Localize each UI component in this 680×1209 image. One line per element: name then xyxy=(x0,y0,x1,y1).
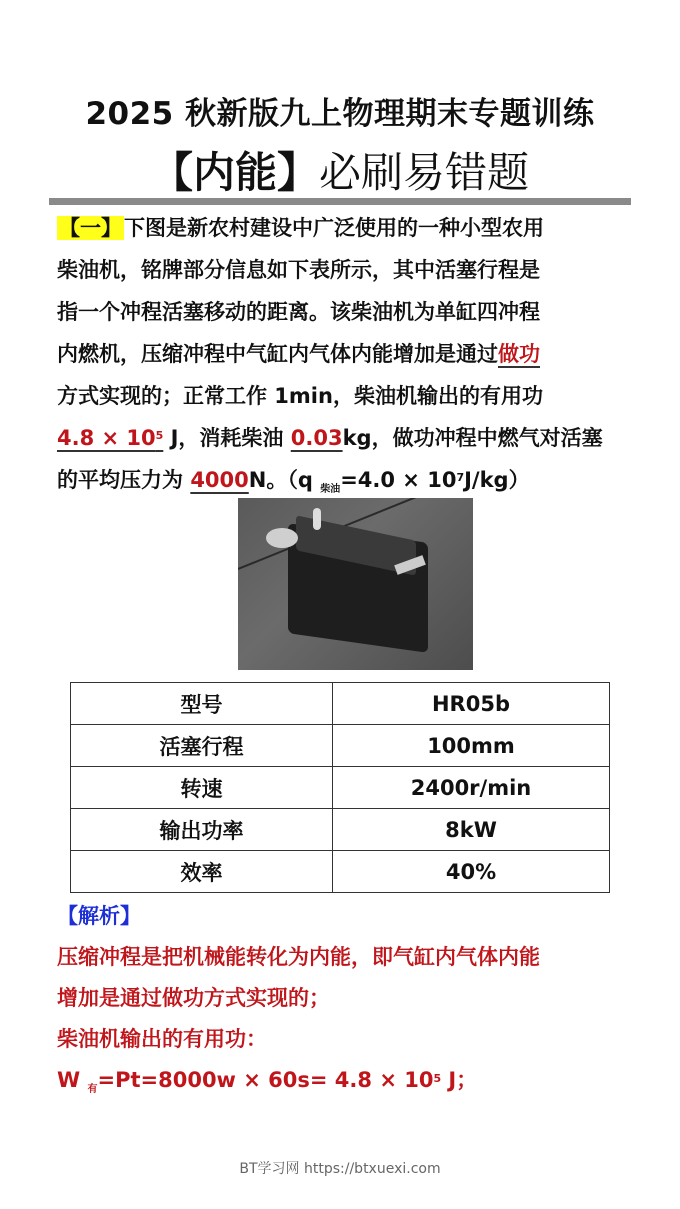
answer-blank-fuel-mass: 0.03 xyxy=(290,426,343,450)
subtitle-bracket-open: 【 xyxy=(150,148,193,197)
question-text: =4.0 × 10 xyxy=(340,468,457,492)
table-row xyxy=(71,851,610,893)
table-row xyxy=(71,809,610,851)
question-text: J，消耗柴油 xyxy=(163,426,291,450)
formula-symbol: W xyxy=(57,1068,88,1092)
question-line xyxy=(57,207,627,249)
table-key: 活塞行程 xyxy=(71,725,333,767)
table-row xyxy=(71,725,610,767)
table-value: HR05b xyxy=(333,683,610,725)
table-row xyxy=(71,767,610,809)
formula-exponent: 5 xyxy=(433,1072,442,1085)
table-value: 2400r/min xyxy=(333,767,610,809)
question-text: 柴油机，铭牌部分信息如下表所示，其中活塞行程是 xyxy=(57,258,540,282)
diesel-engine-photo xyxy=(238,498,473,670)
solution-line: 柴油机输出的有用功： xyxy=(57,1027,267,1051)
question-text: 下图是新农村建设中广泛使用的一种小型农用 xyxy=(124,216,544,240)
answer-blank-useful-work xyxy=(57,426,163,450)
question-line xyxy=(57,333,627,375)
question-body xyxy=(57,207,627,501)
solution-formula xyxy=(57,1060,627,1101)
solution-line: 增加是通过做功方式实现的； xyxy=(57,986,330,1010)
table-key: 效率 xyxy=(71,851,333,893)
question-text: 的平均压力为 xyxy=(57,468,191,492)
answer-value: 4.8 × 10 xyxy=(57,426,156,450)
subtitle-suffix: 必刷易错题 xyxy=(319,148,530,197)
table-value: 100mm xyxy=(333,725,610,767)
document-subtitle xyxy=(0,140,680,200)
formula-text: J； xyxy=(441,1068,478,1092)
document-title: 2025 秋新版九上物理期末专题训练 xyxy=(85,96,595,132)
question-text: 内燃机，压缩冲程中气缸内气体内能增加是通过 xyxy=(57,342,498,366)
air-filter xyxy=(266,528,298,548)
question-text: N。（q xyxy=(248,468,321,492)
question-text: 指一个冲程活塞移动的距离。该柴油机为单缸四冲程 xyxy=(57,300,540,324)
question-number-badge: 【一】 xyxy=(59,216,122,240)
solution-body xyxy=(57,937,627,1101)
q-subscript: 柴油 xyxy=(320,484,341,496)
subtitle-bracket-close: 】 xyxy=(277,148,320,197)
answer-exponent: 5 xyxy=(155,429,164,442)
table-key: 转速 xyxy=(71,767,333,809)
formula-text: =Pt=8000w × 60s= 4.8 × 10 xyxy=(97,1068,434,1092)
question-line xyxy=(57,375,627,417)
answer-blank-method: 做功 xyxy=(498,342,540,366)
table-key: 型号 xyxy=(71,683,333,725)
question-line xyxy=(57,459,627,501)
question-text: J/kg） xyxy=(464,468,530,492)
solution-heading: 【解析】 xyxy=(57,904,141,928)
table-value: 8kW xyxy=(333,809,610,851)
subtitle-topic: 内能 xyxy=(192,148,277,197)
table-value: 40% xyxy=(333,851,610,893)
question-line xyxy=(57,291,627,333)
q-exponent: 7 xyxy=(456,471,465,484)
footer-watermark: BT学习网 https://btxuexi.com xyxy=(239,1161,441,1177)
table-row xyxy=(71,683,610,725)
question-text: kg，做功冲程中燃气对活塞 xyxy=(342,426,603,450)
formula-subscript: 有 xyxy=(87,1084,98,1096)
question-text: 方式实现的；正常工作 1min，柴油机输出的有用功 xyxy=(57,384,543,408)
fuel-cap xyxy=(313,508,321,530)
nameplate-table xyxy=(70,682,610,893)
answer-blank-force: 4000 xyxy=(190,468,249,492)
title-divider xyxy=(49,198,631,205)
table-key: 输出功率 xyxy=(71,809,333,851)
question-line xyxy=(57,417,627,459)
solution-line: 压缩冲程是把机械能转化为内能，即气缸内气体内能 xyxy=(57,945,540,969)
question-line xyxy=(57,249,627,291)
